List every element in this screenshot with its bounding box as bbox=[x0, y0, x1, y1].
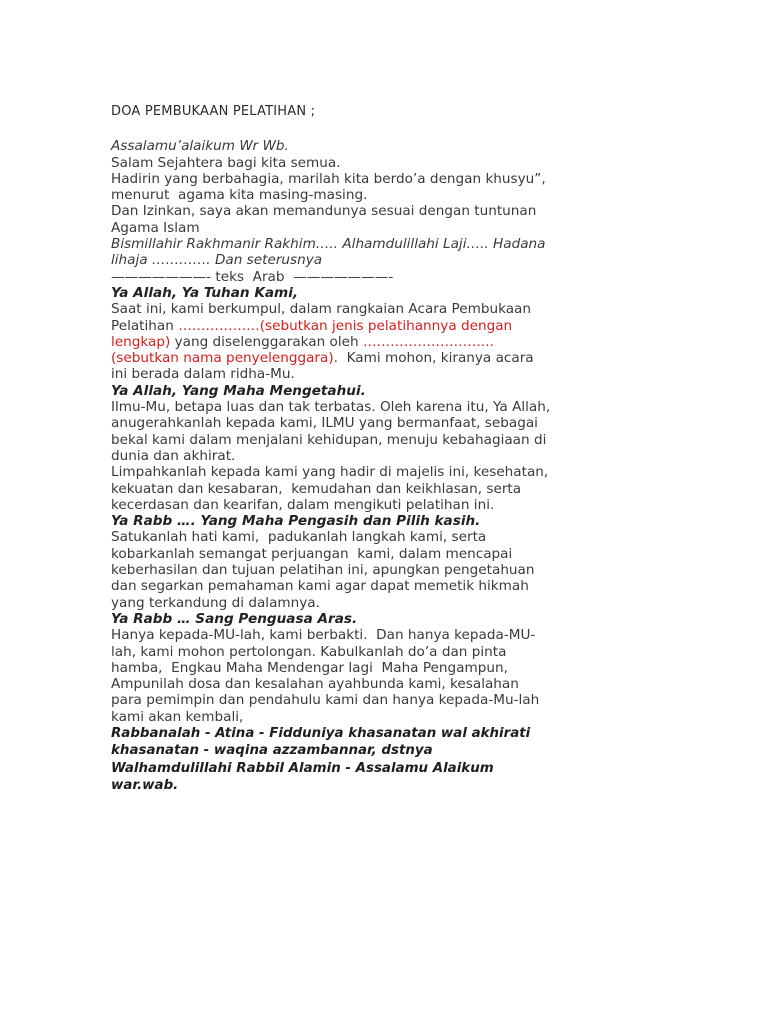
text-line bbox=[111, 350, 581, 366]
section-heading: Ya Allah, Ya Tuhan Kami, bbox=[111, 284, 299, 301]
text-segment: ———————- teks Arab ———————- bbox=[111, 268, 394, 285]
text-segment: lihaja …………. Dan seterusnya bbox=[111, 252, 323, 269]
text-line bbox=[111, 432, 581, 448]
text-segment: Dan Izinkan, saya akan memandunya sesuai dengan tuntunan bbox=[111, 203, 537, 220]
text-segment: yang terkandung di dalamnya. bbox=[111, 594, 320, 611]
text-line bbox=[111, 513, 581, 529]
text-segment: Ilmu-Mu, betapa luas dan tak terbatas. Oleh karena itu, Ya Allah, bbox=[111, 399, 551, 416]
text-line bbox=[111, 578, 581, 594]
placeholder-text: ………………(sebutkan jenis pelatihannya dengan bbox=[178, 317, 513, 334]
placeholder-text: (sebutkan nama penyelenggara). bbox=[111, 350, 338, 367]
section-heading: Ya Rabb … Sang Penguasa Aras. bbox=[111, 610, 358, 627]
text-segment: Ampunilah dosa dan kesalahan ayahbunda kami, kesalahan bbox=[111, 676, 519, 693]
text-segment: kobarkanlah semangat perjuangan kami, dalam mencapai bbox=[111, 545, 513, 562]
text-line bbox=[111, 448, 581, 464]
text-segment: Walhamdulillahi Rabbil Alamin - Assalamu Alaikum bbox=[111, 760, 494, 776]
text-line bbox=[111, 709, 581, 725]
text-line bbox=[111, 155, 581, 171]
text-line bbox=[111, 595, 581, 611]
text-segment: ini berada dalam ridha-Mu. bbox=[111, 366, 295, 383]
text-segment: lah, kami mohon pertolongan. Kabulkanlah do’a dan pinta bbox=[111, 643, 507, 660]
text-segment: khasanatan - waqina azzambannar, dstnya bbox=[111, 743, 433, 759]
text-segment: kami akan kembali, bbox=[111, 708, 244, 725]
text-line bbox=[111, 644, 581, 660]
text-line bbox=[111, 725, 581, 742]
text-segment: dunia dan akhirat. bbox=[111, 447, 236, 464]
text-line bbox=[111, 383, 581, 399]
text-line bbox=[111, 497, 581, 513]
text-line bbox=[111, 203, 581, 219]
text-segment: yang diselenggarakan oleh bbox=[170, 333, 363, 350]
text-line bbox=[111, 660, 581, 676]
document-body bbox=[111, 138, 581, 794]
text-segment: kecerdasan dan kearifan, dalam mengikuti pelatihan ini. bbox=[111, 496, 495, 513]
text-segment: bekal kami dalam menjalani kehidupan, menuju kebahagiaan di bbox=[111, 431, 547, 448]
text-line bbox=[111, 171, 581, 187]
section-heading: Ya Rabb …. Yang Maha Pengasih dan Pilih kasih. bbox=[111, 513, 481, 530]
text-line bbox=[111, 627, 581, 643]
text-line bbox=[111, 481, 581, 497]
text-segment: Bismillahir Rakhmanir Rakhim….. Alhamdulillahi Laji….. Hadana bbox=[111, 236, 546, 253]
text-segment: dan segarkan pemahaman kami agar dapat memetik hikmah bbox=[111, 578, 529, 595]
text-segment: menurut agama kita masing-masing. bbox=[111, 187, 368, 204]
text-line bbox=[111, 399, 581, 415]
document-title: DOA PEMBUKAAN PELATIHAN ; bbox=[111, 104, 316, 119]
text-line bbox=[111, 415, 581, 431]
text-line bbox=[111, 138, 581, 154]
text-segment: anugerahkanlah kepada kami, ILMU yang bermanfaat, sebagai bbox=[111, 415, 538, 432]
text-line bbox=[111, 334, 581, 350]
text-line bbox=[111, 301, 581, 317]
text-segment: para pemimpin dan pendahulu kami dan hanya kepada-Mu-lah bbox=[111, 692, 540, 709]
text-segment: hamba, Engkau Maha Mendengar lagi Maha Pengampun, bbox=[111, 659, 508, 676]
text-line bbox=[111, 269, 581, 285]
text-line bbox=[111, 760, 581, 777]
text-segment: Agama Islam bbox=[111, 219, 200, 236]
text-segment: Kami mohon, kiranya acara bbox=[337, 350, 534, 367]
text-line bbox=[111, 285, 581, 301]
text-segment: kekuatan dan kesabaran, kemudahan dan keikhlasan, serta bbox=[111, 480, 522, 497]
text-line bbox=[111, 318, 581, 334]
text-line bbox=[111, 529, 581, 545]
text-line bbox=[111, 676, 581, 692]
text-segment: Assalamu’alaikum Wr Wb. bbox=[111, 138, 289, 155]
text-line bbox=[111, 252, 581, 268]
text-segment: Hadirin yang berbahagia, marilah kita berdo’a dengan khusyu”, bbox=[111, 170, 546, 187]
text-line bbox=[111, 611, 581, 627]
text-segment: Limpahkanlah kepada kami yang hadir di majelis ini, kesehatan, bbox=[111, 464, 549, 481]
text-line bbox=[111, 692, 581, 708]
section-heading: Ya Allah, Yang Maha Mengetahui. bbox=[111, 382, 366, 399]
text-line bbox=[111, 464, 581, 480]
text-line bbox=[111, 187, 581, 203]
text-line bbox=[111, 546, 581, 562]
text-line bbox=[111, 742, 581, 759]
text-segment: Saat ini, kami berkumpul, dalam rangkaian Acara Pembukaan bbox=[111, 301, 531, 318]
text-line bbox=[111, 236, 581, 252]
text-segment: Rabbanalah - Atina - Fidduniya khasanatan wal akhirati bbox=[111, 725, 531, 741]
text-segment: Hanya kepada-MU-lah, kami berbakti. Dan hanya kepada-MU- bbox=[111, 627, 536, 644]
text-segment: Salam Sejahtera bagi kita semua. bbox=[111, 154, 341, 171]
text-line bbox=[111, 366, 581, 382]
text-line bbox=[111, 220, 581, 236]
placeholder-text: ……………………….. bbox=[362, 333, 494, 350]
text-line bbox=[111, 777, 581, 794]
text-segment: war.wab. bbox=[111, 777, 179, 793]
text-segment: Satukanlah hati kami, padukanlah langkah kami, serta bbox=[111, 529, 487, 546]
document-page bbox=[111, 104, 581, 794]
text-segment: keberhasilan dan tujuan pelatihan ini, apungkan pengetahuan bbox=[111, 562, 535, 579]
placeholder-text: lengkap) bbox=[111, 333, 171, 350]
text-segment: Pelatihan bbox=[111, 317, 179, 334]
text-line bbox=[111, 562, 581, 578]
